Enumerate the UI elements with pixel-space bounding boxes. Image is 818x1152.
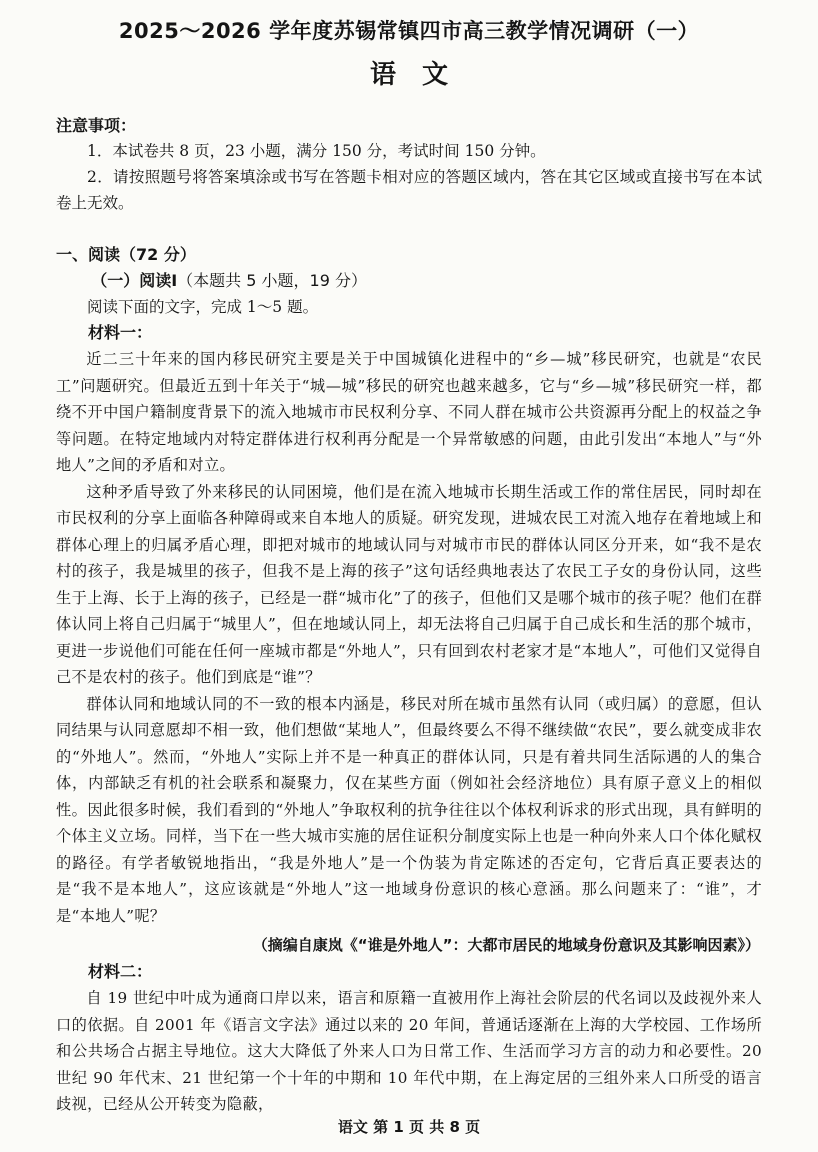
subsection-heading bbox=[56, 268, 762, 294]
material-1-paragraph-3: 群体认同和地域认同的不一致的根本内涵是，移民对所在城市虽然有认同（或归属）的意愿，但认同结果与认同意愿却不相一致，他们想做“某地人”，但最终要么不得不继续做“农民”，要么就变成非农的“外地人”。然而，“外地人”实际上并不是一种真正的群体认同，只是有着共同生活际遇的人的集合体，内部缺乏有机的社会联系和凝聚力，仅在某些方面（例如社会经济地位）具有原子意义上的相似性。因此很多时候，我们看到的“外地人”争取权利的抗争往往以个体权利诉求的形式出现，具有鲜明的个体主义立场。同样，当下在一些大城市实施的居住证积分制度实际上也是一种向外来人口个体化赋权的路径。有学者敏锐地指出，“我是外地人”是一个伪装为肯定陈述的否定句，它背后真正要表达的是“我不是本地人”，这应该就是“外地人”这一地域身份意识的核心意涵。那么问题来了：“谁”，才是“本地人”呢？ bbox=[56, 694, 762, 925]
subject-title: 语文 bbox=[369, 60, 474, 90]
material-2-paragraph-1: 自 19 世纪中叶成为通商口岸以来，语言和原籍一直被用作上海社会阶层的代名词以及歧视外来人口的依据。自 2001 年《语言文字法》通过以来的 20 年间，普通话逐渐在上海的大学校园、工作场所和公共场合占据主导地位。这大大降低了外来人口为日常工作、生活而学习方言的动力和必要性。20 世纪 90 年代末、21 世纪第一个十年的中期和 10 年代中期，在上海定居的三组外来人口所受的语言歧视，已经从公开转变为隐蔽， bbox=[56, 989, 762, 1113]
material-2-heading: 材料二： bbox=[88, 962, 153, 981]
material-1-paragraph-1: 近二三十年来的国内移民研究主要是关于中国城镇化进程中的“乡—城”移民研究，也就是“农民工”问题研究。但最近五到十年关于“城—城”移民的研究也越来越多，它与“乡—城”移民研究一样，都绕不开中国户籍制度背景下的流入地城市市民权利分享、不同人群在城市公共资源再分配上的权益之争等问题。在特定地域内对特定群体进行权利再分配是一个异常敏感的问题，由此引发出“本地人”与“外地人”之间的矛盾和对立。 bbox=[56, 350, 762, 474]
material-1-paragraph-2: 这种矛盾导致了外来移民的认同困境，他们是在流入地城市长期生活或工作的常住居民，同时却在市民权利的分享上面临各种障碍或来自本地人的质疑。研究发现，进城农民工对流入地存在着地域上和群体心理上的归属矛盾心理，即把对城市的地域认同与对城市市民的群体认同区分开来，如“我不是农村的孩子，我是城里的孩子，但我不是上海的孩子”这句话经典地表达了农民工子女的身份认同，这些生于上海、长于上海的孩子，已经是一群“城市化”了的孩子，但他们又是哪个城市的孩子呢？他们在群体认同上将自己归属于“城里人”，但在地域认同上，却无法将自己归属于自己成长和生活的那个城市，更进一步说他们可能在任何一座城市都是“外地人”，只有回到农村老家才是“本地人”，可他们又觉得自己不是农村的孩子。他们到底是“谁”？ bbox=[56, 482, 762, 686]
exam-title: 2025～2026 学年度苏锡常镇四市高三教学情况调研（一） bbox=[118, 19, 700, 43]
subsection-score: （本题共 5 小题，19 分） bbox=[177, 271, 367, 290]
section-heading: 一、阅读（72 分） bbox=[56, 245, 196, 264]
page-footer: 语文 第 1 页 共 8 页 bbox=[337, 1118, 481, 1136]
material-1-source: （摘编自康岚《“谁是外地人”：大都市居民的地域身份意识及其影响因素》） bbox=[252, 936, 760, 954]
note-item-2: 2．请按照题号将答案填涂或书写在答题卡相对应的答题区域内，答在其它区域或直接书写在本试卷上无效。 bbox=[56, 168, 762, 212]
material-2-body bbox=[56, 985, 762, 1118]
subsection-title: （一）阅读Ⅰ bbox=[91, 271, 178, 290]
reading-instruction: 阅读下面的文字，完成 1～5 题。 bbox=[87, 298, 319, 316]
material-1-heading: 材料一： bbox=[88, 323, 153, 342]
notes-heading: 注意事项： bbox=[56, 116, 137, 135]
note-item-1: 1．本试卷共 8 页，23 小题，满分 150 分，考试时间 150 分钟。 bbox=[87, 142, 546, 160]
material-1-body bbox=[56, 346, 762, 929]
notes-block bbox=[56, 114, 762, 216]
